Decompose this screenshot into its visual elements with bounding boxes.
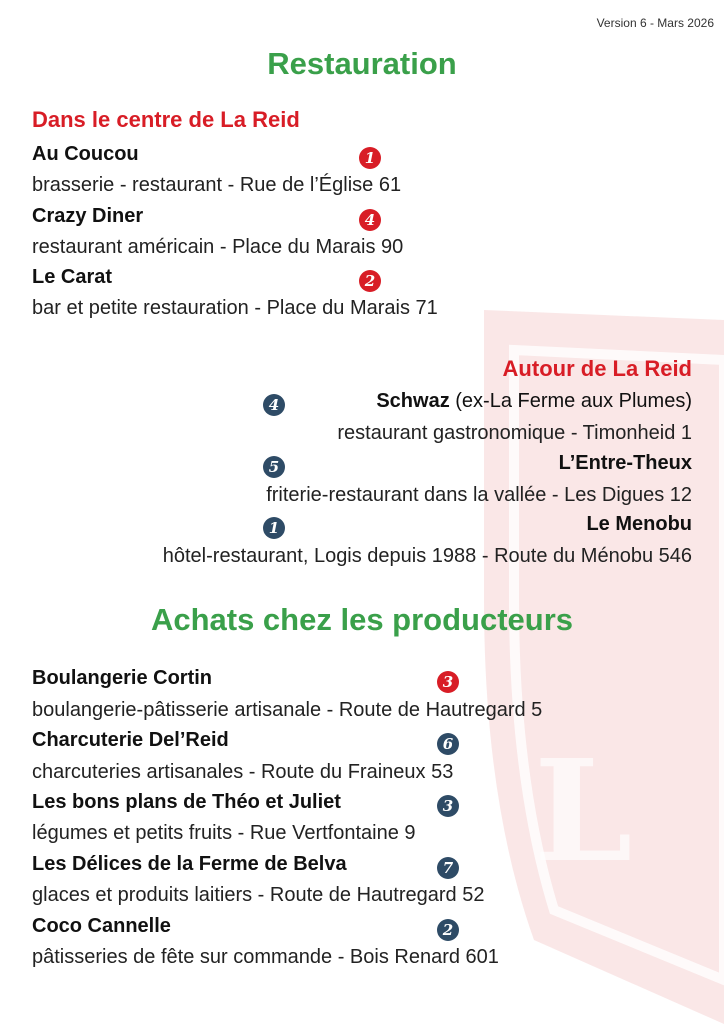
producer-description: pâtisseries de fête sur commande - Bois Renard 601 — [32, 946, 499, 968]
venue-description: restaurant gastronomique - Timonheid 1 — [337, 422, 692, 444]
venue-description: hôtel-restaurant, Logis depuis 1988 - Route du Ménobu 546 — [162, 545, 692, 567]
venue-name: Le Carat — [32, 266, 113, 288]
producer-description: charcuteries artisanales - Route du Fraineux 53 — [32, 761, 454, 783]
map-number-badge: 1 — [359, 147, 381, 169]
map-number-badge: 5 — [263, 456, 285, 478]
producer-name: Coco Cannelle — [32, 915, 171, 937]
venue-description: brasserie - restaurant - Rue de l’Église 61 — [32, 174, 402, 196]
map-number-badge: 1 — [263, 517, 285, 539]
map-number-badge: 2 — [359, 270, 381, 292]
venue-name: L’Entre-Theux — [558, 452, 692, 474]
svg-text:L: L — [534, 730, 633, 894]
autour-section-title: Autour de La Reid — [502, 356, 692, 381]
producer-name: Les Délices de la Ferme de Belva — [32, 853, 347, 875]
venue-description: friterie-restaurant dans la vallée - Les Digues 12 — [266, 484, 692, 506]
map-number-badge: 7 — [437, 857, 459, 879]
map-number-badge: 2 — [437, 919, 459, 941]
venue-description: bar et petite restauration - Place du Marais 71 — [32, 297, 438, 319]
producer-name: Les bons plans de Théo et Juliet — [32, 791, 341, 813]
venue-name-text: Schwaz — [376, 390, 450, 412]
producteurs-heading: Achats chez les producteurs — [150, 602, 574, 637]
centre-section-title: Dans le centre de La Reid — [32, 107, 300, 132]
venue-name — [376, 390, 692, 413]
producer-description: boulangerie-pâtisserie artisanale - Route de Hautregard 5 — [32, 699, 543, 721]
map-number-badge: 4 — [263, 394, 285, 416]
map-number-badge: 3 — [437, 795, 459, 817]
map-number-badge: 4 — [359, 209, 381, 231]
producer-name: Charcuterie Del’Reid — [32, 729, 229, 751]
producer-description: légumes et petits fruits - Rue Vertfontaine 9 — [32, 822, 416, 844]
restauration-heading: Restauration — [267, 46, 457, 81]
producer-description: glaces et produits laitiers - Route de Hautregard 52 — [32, 884, 485, 906]
map-number-badge: 3 — [437, 671, 459, 693]
producer-name: Boulangerie Cortin — [32, 667, 213, 689]
map-number-badge: 6 — [437, 733, 459, 755]
venue-name: Crazy Diner — [32, 205, 144, 227]
venue-name-note: (ex-La Ferme aux Plumes) — [449, 390, 692, 412]
version-label: Version 6 - Mars 2026 — [596, 16, 714, 30]
venue-name: Au Coucou — [32, 143, 139, 165]
venue-description: restaurant américain - Place du Marais 90 — [32, 236, 404, 258]
venue-name: Le Menobu — [586, 513, 692, 535]
